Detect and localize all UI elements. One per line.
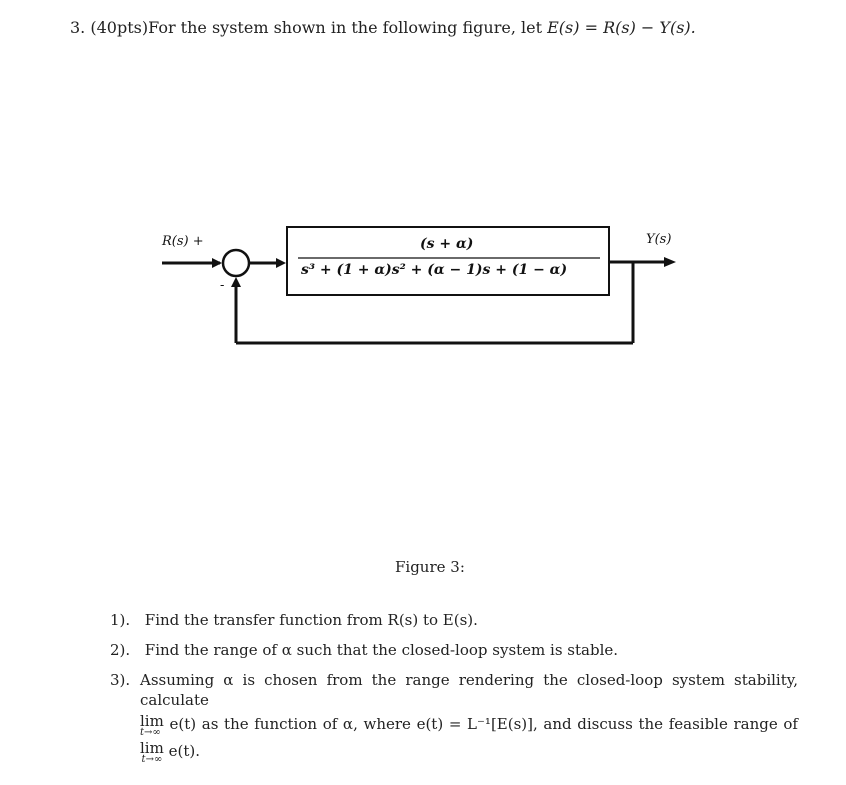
question-number: 3. <box>70 18 86 37</box>
summing-junction <box>223 250 249 276</box>
part-3-line-3: e(t). <box>168 742 200 760</box>
part-3-number: 3). <box>110 671 131 689</box>
limit-operator-2: lim t→∞ <box>140 739 164 765</box>
part-1-text: Find the transfer function from R(s) to E(s). <box>144 611 478 629</box>
question-parts <box>110 610 800 774</box>
figure-caption: Figure 3: <box>395 558 465 576</box>
transfer-denominator: s³ + (1 + α)s² + (α − 1)s + (1 − α) <box>301 262 568 278</box>
part-2-text: Find the range of α such that the closed-loop system is stable. <box>144 641 619 659</box>
part-3-line-1: Assuming α is chosen from the range rendering the closed-loop system stability, calculate <box>140 671 798 709</box>
input-label: R(s) + <box>162 234 204 249</box>
block-diagram <box>150 222 690 352</box>
input-arrowhead <box>212 258 222 268</box>
output-label: Y(s) <box>646 232 672 247</box>
question-points: (40pts)For the system shown in the following figure, let <box>90 18 543 37</box>
output-arrowhead <box>664 257 676 267</box>
part-1 <box>110 610 800 630</box>
part-3-line-2-row <box>140 714 798 737</box>
part-2 <box>110 640 800 660</box>
transfer-numerator: (s + α) <box>420 236 474 252</box>
forward-arrowhead <box>276 258 286 268</box>
part-3-line-2: e(t) as the function of α, where e(t) = L⁻¹[E(s)], and discuss the feasible range of <box>169 715 798 733</box>
part-3-line-3-row <box>140 741 798 764</box>
part-3 <box>110 670 800 764</box>
minus-sign: - <box>220 278 225 293</box>
question-header <box>70 18 696 37</box>
part-1-number: 1). <box>110 611 131 629</box>
feedback-arrowhead <box>231 277 241 287</box>
part-2-number: 2). <box>110 641 131 659</box>
question-equation: E(s) = R(s) − Y(s). <box>547 18 696 37</box>
limit-operator-1: lim t→∞ <box>140 712 164 738</box>
